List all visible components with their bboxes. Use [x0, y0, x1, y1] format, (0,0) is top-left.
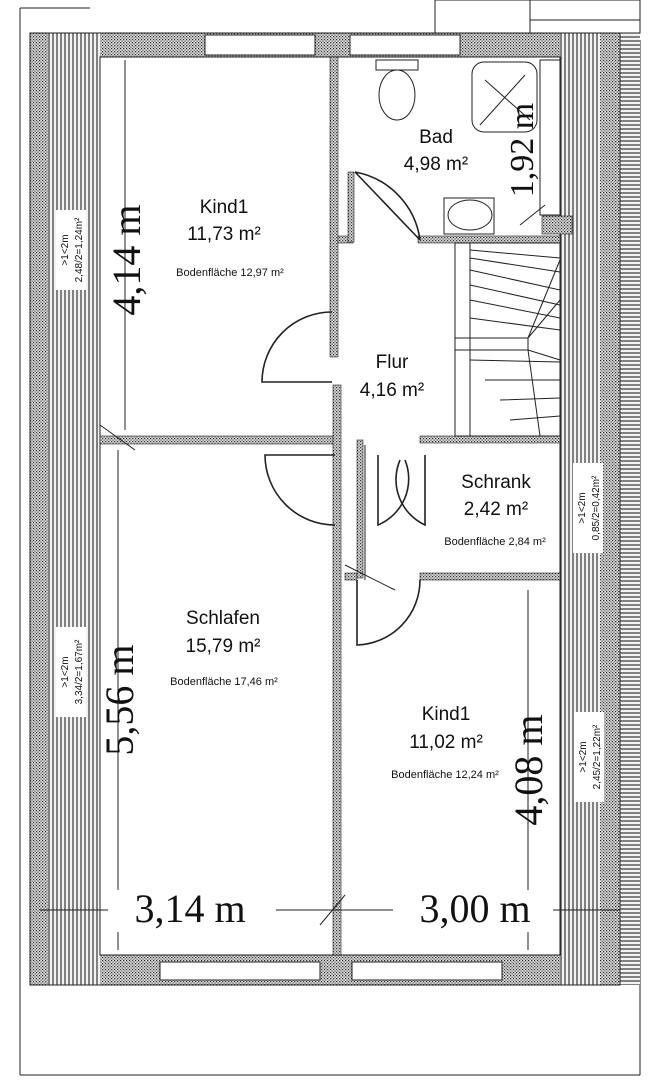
- bathtub: [540, 60, 560, 215]
- room-name: Kind1: [421, 704, 471, 725]
- door-kind1-top: [262, 312, 332, 382]
- room-schlafen: [170, 608, 278, 688]
- wall-right-cap: [620, 33, 640, 985]
- window-bottom-right: [352, 962, 502, 980]
- sloped-line1: >1<2m: [60, 234, 71, 266]
- toilet-cistern: [376, 60, 418, 70]
- dim-height-kind1-bottom: 4,08 m: [506, 714, 551, 826]
- toilet-bowl: [379, 70, 415, 120]
- room-flur: [360, 352, 424, 401]
- door-schrank-left: [378, 455, 409, 525]
- dim-width-right: 3,00 m: [419, 886, 531, 931]
- room-floor-area: Bodenfläche 17,46 m²: [170, 676, 278, 688]
- staircase: [455, 243, 560, 436]
- wall-top: [100, 33, 560, 57]
- dim-height-schlafen: 5,56 m: [97, 644, 142, 756]
- sloped-area-left-bottom: [56, 627, 86, 717]
- sloped-area-right-kind: [574, 712, 604, 802]
- room-floor-area: Bodenfläche 12,24 m²: [391, 769, 499, 781]
- room-area: 11,02 m²: [409, 732, 483, 753]
- sloped-line1: >1<2m: [577, 492, 588, 524]
- room-area: 4,98 m²: [403, 154, 469, 175]
- window-top-left: [205, 35, 315, 55]
- room-name: Bad: [419, 127, 453, 148]
- window-top-right: [350, 35, 460, 55]
- sloped-line2: 0,85/2=0,42m²: [591, 475, 602, 541]
- dim-height-kind1-top: 4,14 m: [104, 204, 149, 316]
- room-schrank: [444, 472, 546, 548]
- room-area: 2,42 m²: [463, 499, 529, 520]
- door-schrank-right: [396, 455, 425, 525]
- door-schlafen: [265, 455, 335, 525]
- door-bad: [355, 172, 420, 240]
- room-area: 11,73 m²: [187, 224, 261, 245]
- room-name: Flur: [375, 352, 409, 373]
- sloped-area-right-schrank: [573, 463, 603, 553]
- window-bottom-left: [160, 962, 320, 980]
- sloped-line1: >1<2m: [60, 656, 71, 688]
- sloped-line2: 2,48/2=1,24m²: [74, 217, 85, 283]
- room-area: 15,79 m²: [185, 636, 261, 657]
- room-bad: [404, 127, 468, 175]
- room-floor-area: Bodenfläche 2,84 m²: [444, 536, 546, 548]
- room-floor-area: Bodenfläche 12,97 m²: [176, 267, 284, 279]
- wall-left-outer: [30, 33, 48, 985]
- room-name: Schlafen: [186, 608, 260, 629]
- room-name: Schrank: [461, 472, 531, 493]
- dim-width-left: 3,14 m: [134, 886, 246, 931]
- dim-height-bad: 1,92 m: [504, 102, 541, 198]
- sloped-line2: 3,34/2=1,67m²: [74, 639, 85, 705]
- sloped-line1: >1<2m: [578, 741, 589, 773]
- sloped-area-left-top: [56, 210, 86, 290]
- door-kind1-bottom: [357, 580, 420, 645]
- sloped-line2: 2,45/2=1,22m²: [592, 724, 603, 790]
- room-kind1-top: [176, 197, 284, 279]
- room-kind1-bottom: [391, 704, 499, 781]
- room-area: 4,16 m²: [359, 380, 425, 401]
- washbasin: [448, 200, 492, 230]
- wall-left-slope: [48, 33, 100, 985]
- room-name: Kind1: [199, 197, 249, 218]
